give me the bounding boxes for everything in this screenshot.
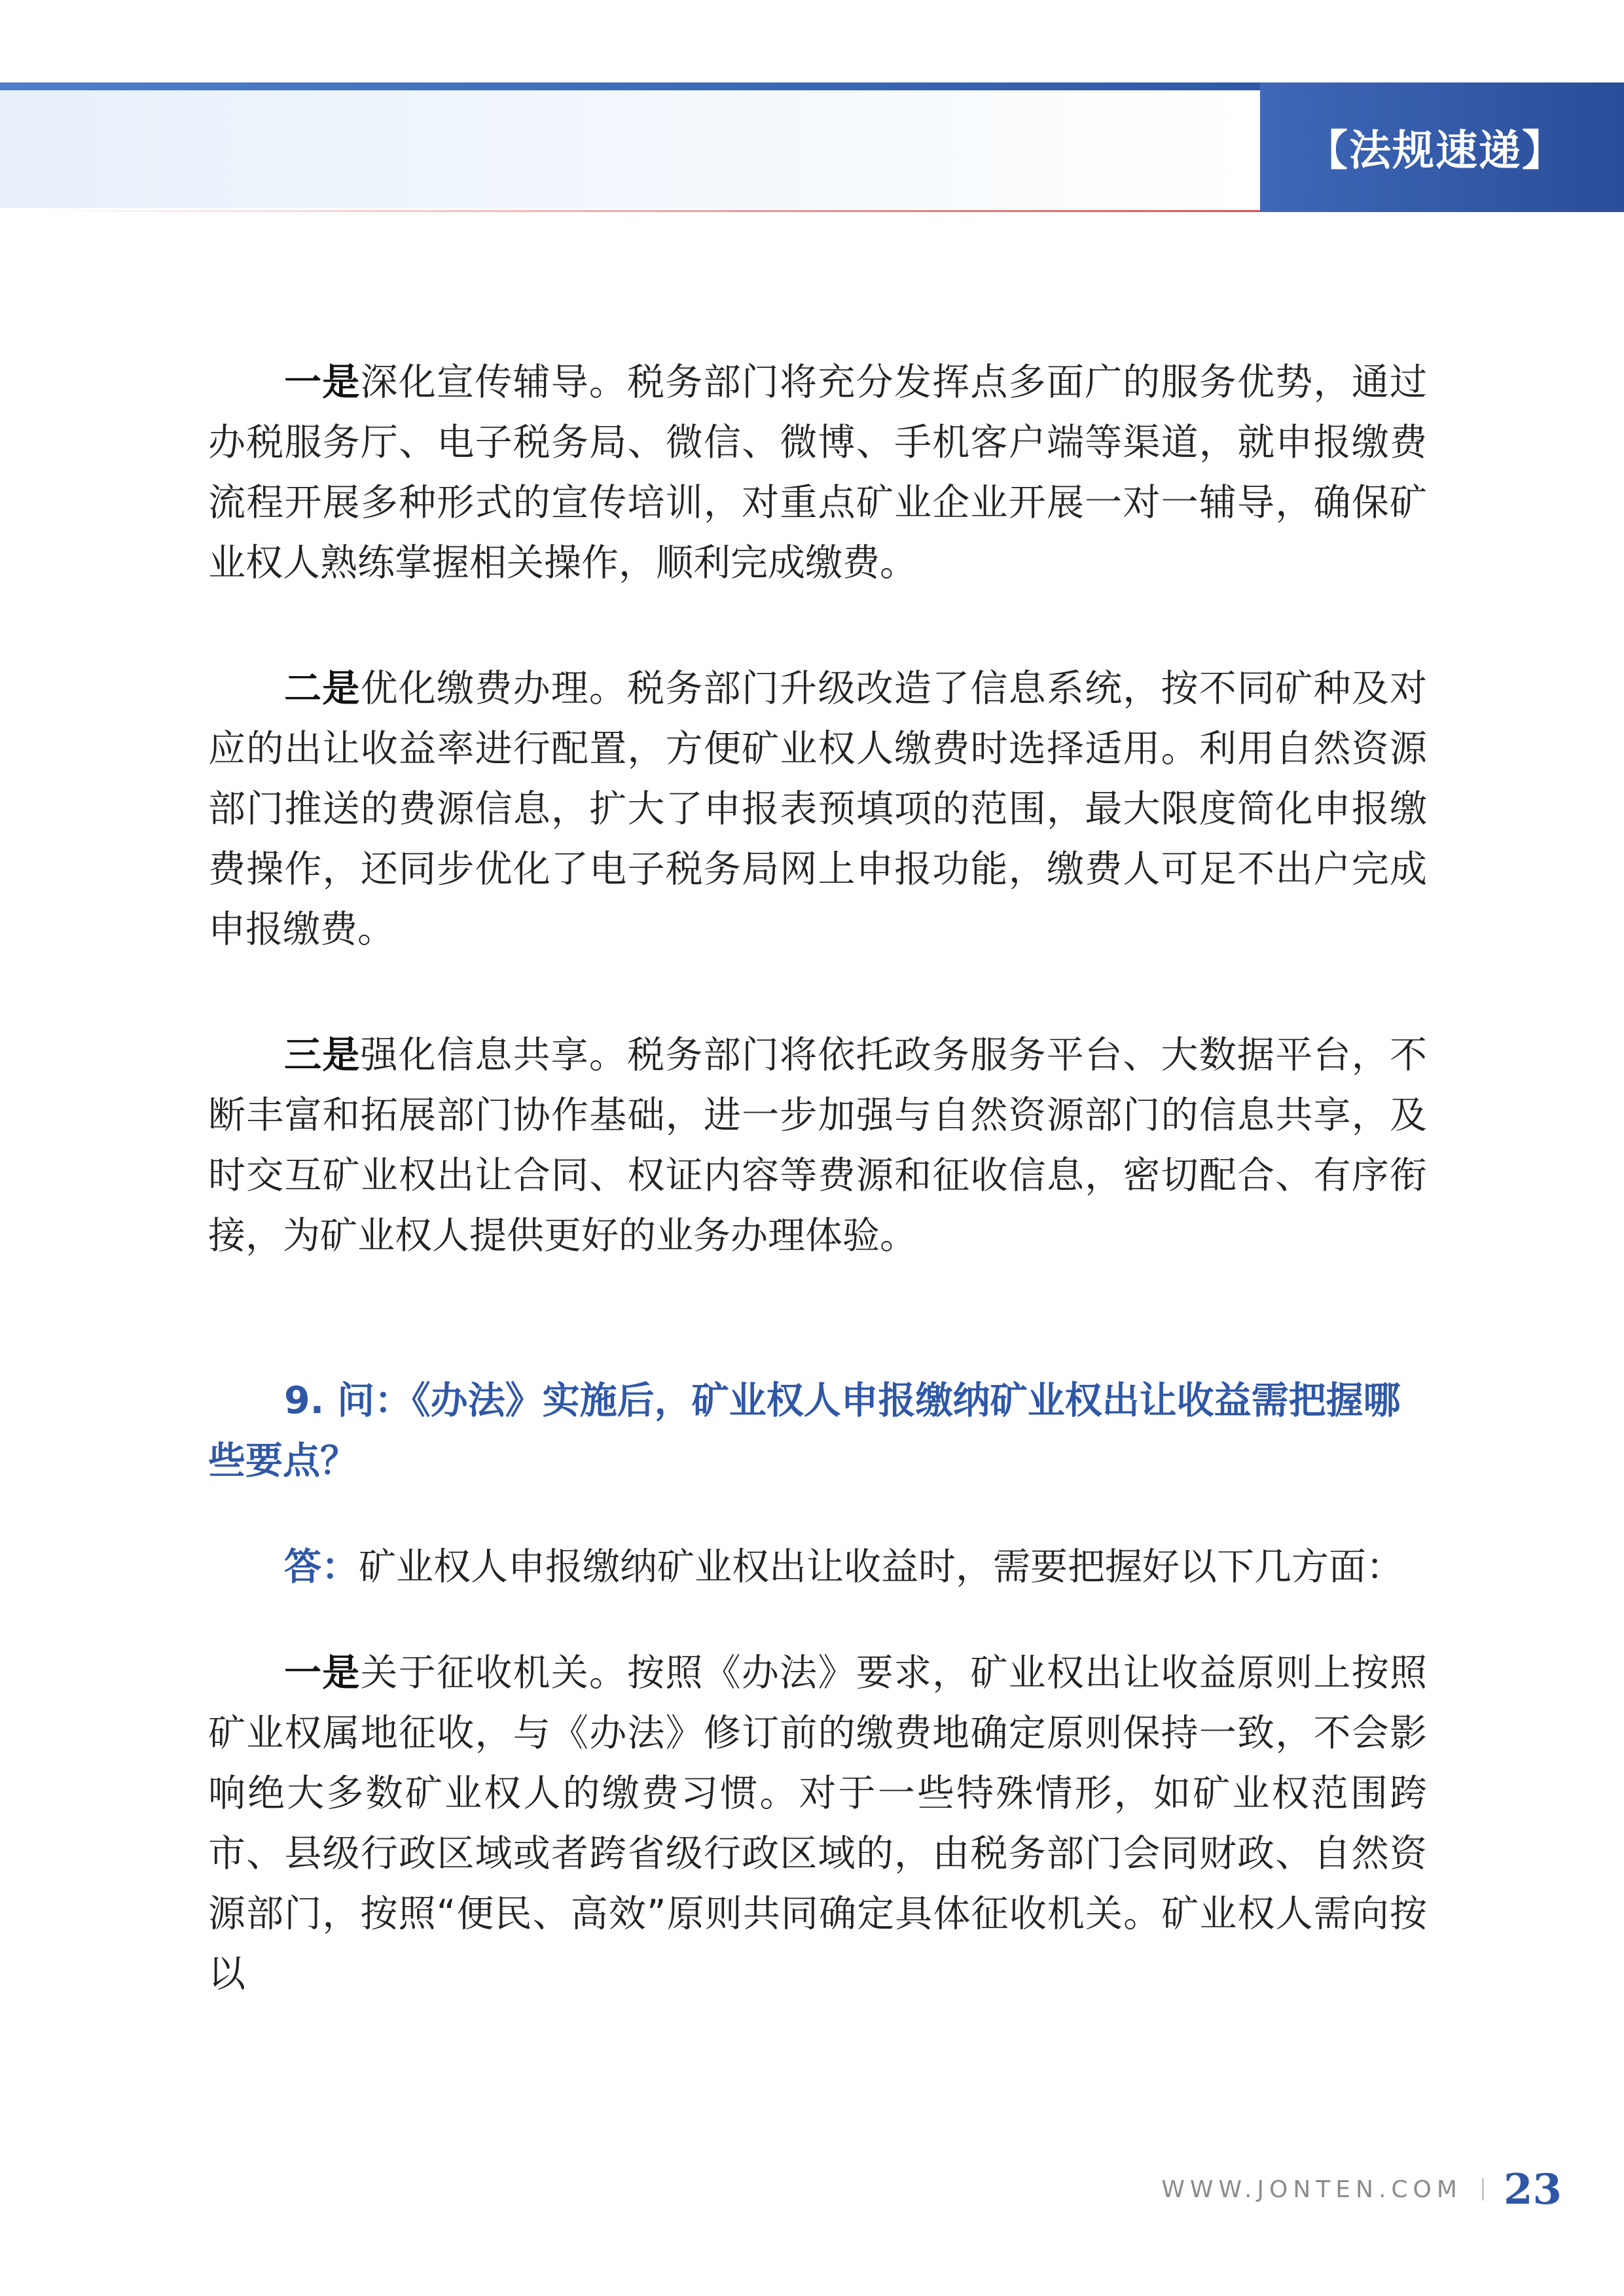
paragraph-measure-1: [208, 352, 1427, 593]
footer-website: WWW.JONTEN.COM: [1161, 2176, 1462, 2203]
paragraph-text: 优化缴费办理。税务部门升级改造了信息系统，按不同矿种及对应的出让收益率进行配置，方便矿业权人缴费时选择适用。利用自然资源部门推送的费源信息，扩大了申报表预填项的范围，最大限度简化申报缴费操作，还同步优化了电子税务局网上申报功能，缴费人可足不出户完成申报缴费。: [208, 667, 1427, 951]
footer-separator: [1482, 2178, 1484, 2200]
section-tag: 【法规速递】: [1306, 126, 1565, 175]
paragraph-point-1: [208, 1643, 1427, 2004]
answer-lead: 答：: [284, 1545, 359, 1588]
section-tag-box: [1260, 82, 1624, 212]
header-band: [0, 90, 1260, 208]
paragraph-measure-2: [208, 658, 1427, 960]
paragraph-text: 深化宣传辅导。税务部门将充分发挥点多面广的服务优势，通过办税服务厅、电子税务局、微信、微博、手机客户端等渠道，就申报缴费流程开展多种形式的宣传培训，对重点矿业企业开展一对一辅导，确保矿业权人熟练掌握相关操作，顺利完成缴费。: [208, 361, 1427, 584]
paragraph-lead: 三是: [284, 1033, 361, 1077]
paragraph-text: 强化信息共享。税务部门将依托政务服务平台、大数据平台，不断丰富和拓展部门协作基础，进一步加强与自然资源部门的信息共享，及时交互矿业权出让合同、权证内容等费源和征收信息，密切配合、有序衔接，为矿业权人提供更好的业务办理体验。: [208, 1033, 1427, 1257]
page-footer: [1161, 2160, 1562, 2219]
paragraph-measure-3: [208, 1025, 1427, 1266]
paragraph-lead: 一是: [284, 361, 361, 404]
paragraph-text: 关于征收机关。按照《办法》要求，矿业权出让收益原则上按照矿业权属地征收，与《办法》修订前的缴费地确定原则保持一致，不会影响绝大多数矿业权人的缴费习惯。对于一些特殊情形，如矿业权范围跨市、县级行政区域或者跨省级行政区域的，由税务部门会同财政、自然资源部门，按照“便民、高效”原则共同确定具体征收机关。矿业权人需向按以: [208, 1651, 1427, 1996]
paragraph-lead: 二是: [284, 667, 361, 710]
header-accent-strip: [0, 82, 1260, 90]
question-heading: 9. 问：《办法》实施后，矿业权人申报缴纳矿业权出让收益需把握哪些要点？: [208, 1379, 1401, 1482]
answer-intro: [208, 1537, 1427, 1597]
paragraph-lead: 一是: [284, 1651, 361, 1695]
page-number: 23: [1503, 2164, 1562, 2214]
answer-text: 矿业权人申报缴纳矿业权出让收益时，需要把握好以下几方面：: [359, 1545, 1403, 1588]
header-divider-line: [33, 210, 1260, 212]
article-body: [208, 352, 1427, 2004]
